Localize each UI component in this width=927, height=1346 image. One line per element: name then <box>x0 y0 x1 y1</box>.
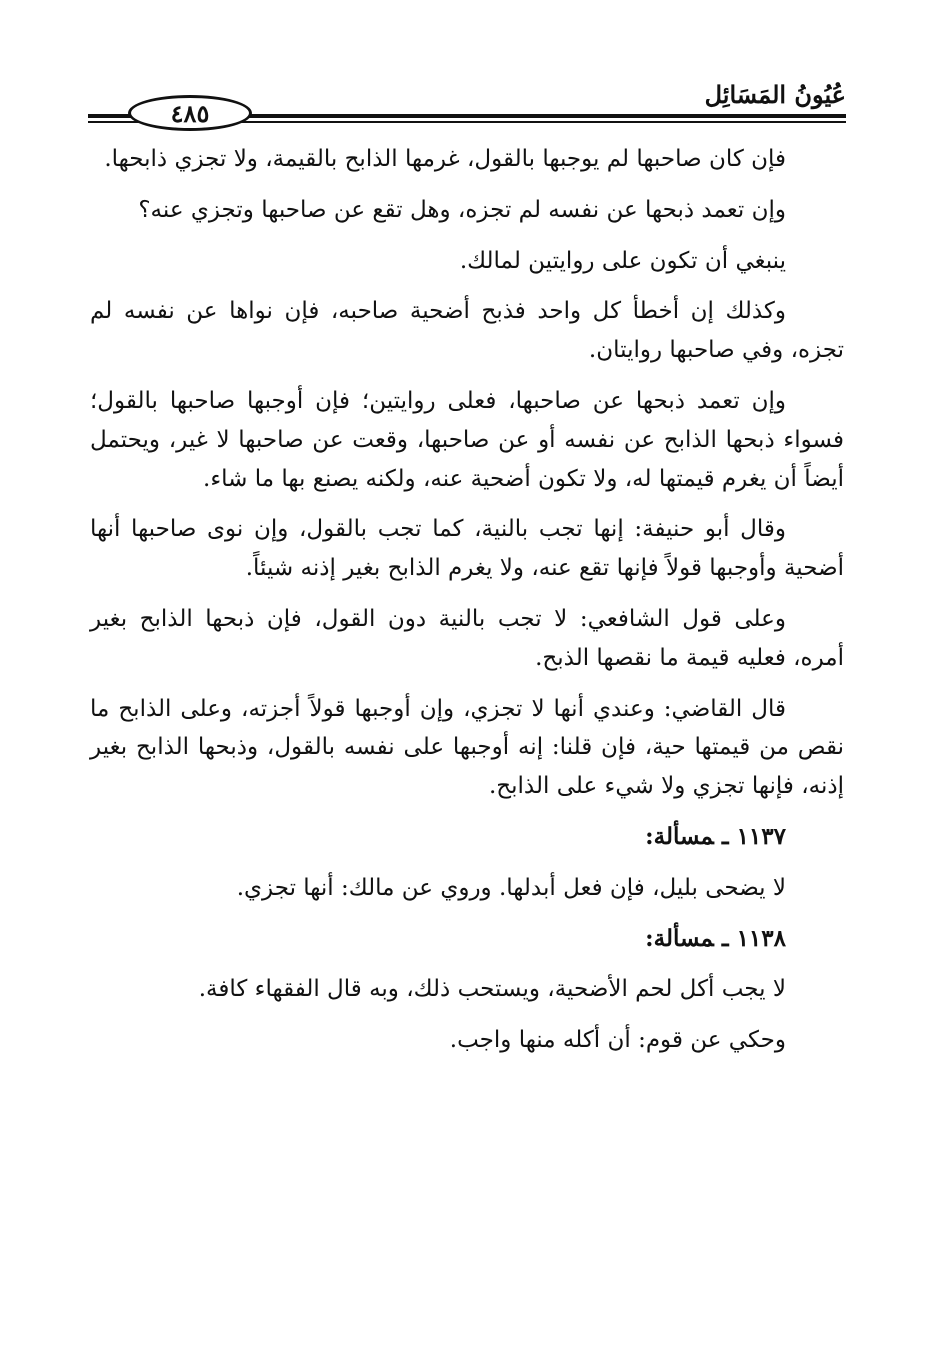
masala-number: ١١٣٨ <box>736 924 786 952</box>
masala-heading <box>90 818 844 857</box>
paragraph: ينبغي أن تكون على روايتين لمالك. <box>459 247 786 274</box>
paragraph: وإن تعمد ذبحها عن نفسه لم تجزه، وهل تقع عن صاحبها وتجزي عنه؟ <box>138 196 786 223</box>
paragraph: لا يجب أكل لحم الأضحية، ويستحب ذلك، وبه قال الفقهاء كافة. <box>198 976 786 1003</box>
page-body <box>90 140 844 1072</box>
paragraph: وكذلك إن أخطأ كل واحد فذبح أضحية صاحبه، فإن نواها عن نفسه لم تجزه، وفي صاحبها روايتان. <box>90 298 844 364</box>
masala-label: مسألة: <box>645 924 714 952</box>
paragraph: وإن تعمد ذبحها عن صاحبها، فعلى روايتين؛ فإن أوجبها صاحبها بالقول؛ فسواء ذبحها الذابح عن نفسه أو عن صاحبها، وقعت عن صاحبها لا غير، ويحتمل أيضاً أن يغرم قيمتها له، ولا تكون أضحية عنه، ولكنه يصنع بها ما شاء. <box>90 387 844 492</box>
page-header <box>88 76 846 132</box>
paragraph: وحكي عن قوم: أن أكله منها واجب. <box>449 1027 786 1054</box>
book-title: عُيُونُ المَسَائِل <box>704 80 846 109</box>
paragraph: وعلى قول الشافعي: لا تجب بالنية دون القول، فإن ذبحها الذابح بغير أمره، فعليه قيمة ما نقصها الذبح. <box>90 605 844 671</box>
paragraph: لا يضحى بليل، فإن فعل أبدلها. وروي عن مالك: أنها تجزي. <box>236 874 786 901</box>
masala-label: مسألة: <box>645 822 714 850</box>
masala-number: ١١٣٧ <box>736 822 786 850</box>
page-number: ٤٨٥ <box>128 95 252 131</box>
masala-dash: ـ <box>721 924 729 952</box>
masala-heading <box>90 920 844 959</box>
masala-dash: ـ <box>721 822 729 850</box>
paragraph: قال القاضي: وعندي أنها لا تجزي، وإن أوجبها قولاً أجزته، وعلى الذابح ما نقص من قيمتها حية، فإن قلنا: إنه أوجبها على نفسه بالقول، وذبحها الذابح بغير إذنه، فإنها تجزي ولا شيء على الذابح. <box>90 695 844 800</box>
paragraph: وقال أبو حنيفة: إنها تجب بالنية، كما تجب بالقول، وإن نوى صاحبها أنها أضحية وأوجبها قولاً فإنها تقع عنه، ولا يغرم الذابح بغير إذنه شيئاً. <box>90 516 844 582</box>
paragraph: فإن كان صاحبها لم يوجبها بالقول، غرمها الذابح بالقيمة، ولا تجزي ذابحها. <box>104 146 786 172</box>
